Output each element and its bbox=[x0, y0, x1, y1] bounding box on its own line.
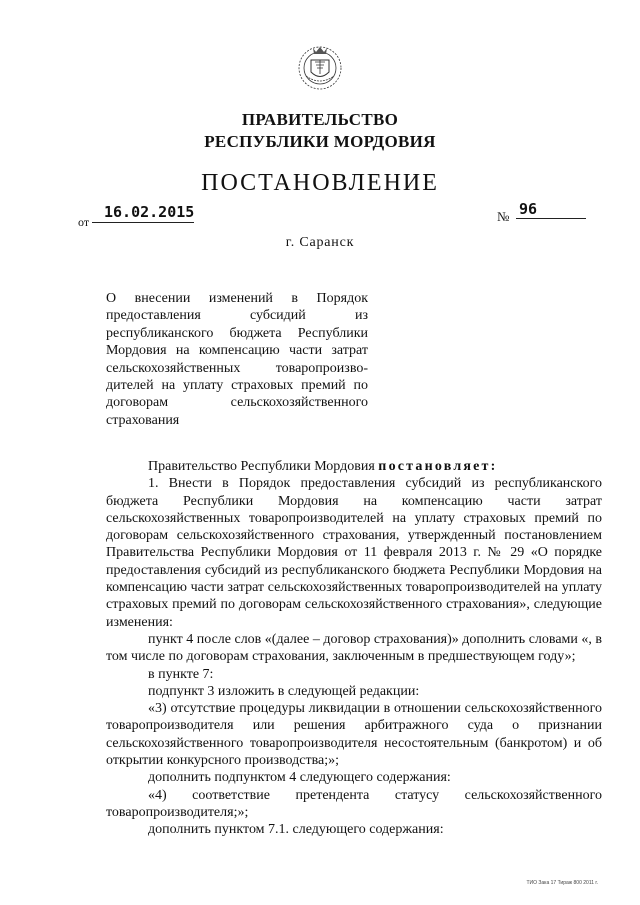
body-paragraph: «4) соответствие претендента статусу сельскохозяйственного товаропроизводителя;»; bbox=[106, 787, 602, 820]
body-paragraph: пункт 4 после слов «(далее – договор страхования)» дополнить словами «, в том числе по договорам страхования, заключенным в предшествующем году»; bbox=[106, 631, 602, 665]
document-date: 16.02.2015 bbox=[104, 203, 195, 221]
body-paragraph: «3) отсутствие процедуры ликвидации в отношении сельскохозяйственного товаропроизводителя или решения арбитражного суда о признании сельскохозяйственного товаропроизводителя несостоятельным (банкротом) и об открытии конкурсного производства;»; bbox=[106, 701, 602, 769]
decree-verb: постановляет: bbox=[378, 459, 498, 474]
intro-paragraph bbox=[106, 458, 602, 475]
document-body bbox=[106, 458, 602, 839]
number-label: № bbox=[497, 209, 510, 224]
document-number: 96 bbox=[519, 200, 538, 218]
print-footer: ТИО Зака 17 Тираж 800 2011 г. bbox=[526, 880, 598, 886]
date-underline bbox=[92, 222, 194, 223]
government-name-line2: РЕСПУБЛИКИ МОРДОВИЯ bbox=[204, 132, 436, 151]
number-underline bbox=[516, 218, 586, 219]
body-paragraph: подпункт 3 изложить в следующей редакции: bbox=[148, 683, 420, 699]
city: г. Саранск bbox=[285, 235, 355, 250]
body-paragraph: дополнить пунктом 7.1. следующего содержания: bbox=[148, 822, 444, 838]
government-name-line1: ПРАВИТЕЛЬСТВО bbox=[241, 110, 399, 129]
body-paragraph: дополнить подпунктом 4 следующего содержания: bbox=[148, 770, 451, 786]
document-type-title: ПОСТАНОВЛЕНИЕ bbox=[201, 170, 439, 196]
document-subject: О внесении изменений в Порядок предоставления субсидий из республиканского бюджета Республики Мордовия на компенсацию части затрат сельскохозяйственных товаропроизво-дителей на уплату страховых премий по договорам сельскохозяйственного страхования bbox=[106, 291, 368, 428]
body-paragraph: 1. Внести в Порядок предоставления субсидий из республиканского бюджета Республики Мордовия на компенсацию части затрат сельскохозяйственных товаропроизводителей на уплату страховых премий по договорам сельскохозяйственного страхования, утвержденный постановлением Правительства Республики Мордовия от 11 февраля 2013 г. № 29 «О порядке предоставления субсидий из республиканского бюджета Республики Мордовия на компенсацию части затрат сельскохозяйственных товаропроизводителей на уплату страховых премий по договорам сельскохозяйственного страхования», следующие изменения: bbox=[106, 476, 602, 630]
body-paragraph: в пункте 7: bbox=[148, 666, 214, 682]
coat-of-arms-icon bbox=[296, 42, 344, 92]
intro-text: Правительство Республики Мордовия bbox=[148, 459, 379, 474]
date-label: от bbox=[78, 215, 90, 229]
